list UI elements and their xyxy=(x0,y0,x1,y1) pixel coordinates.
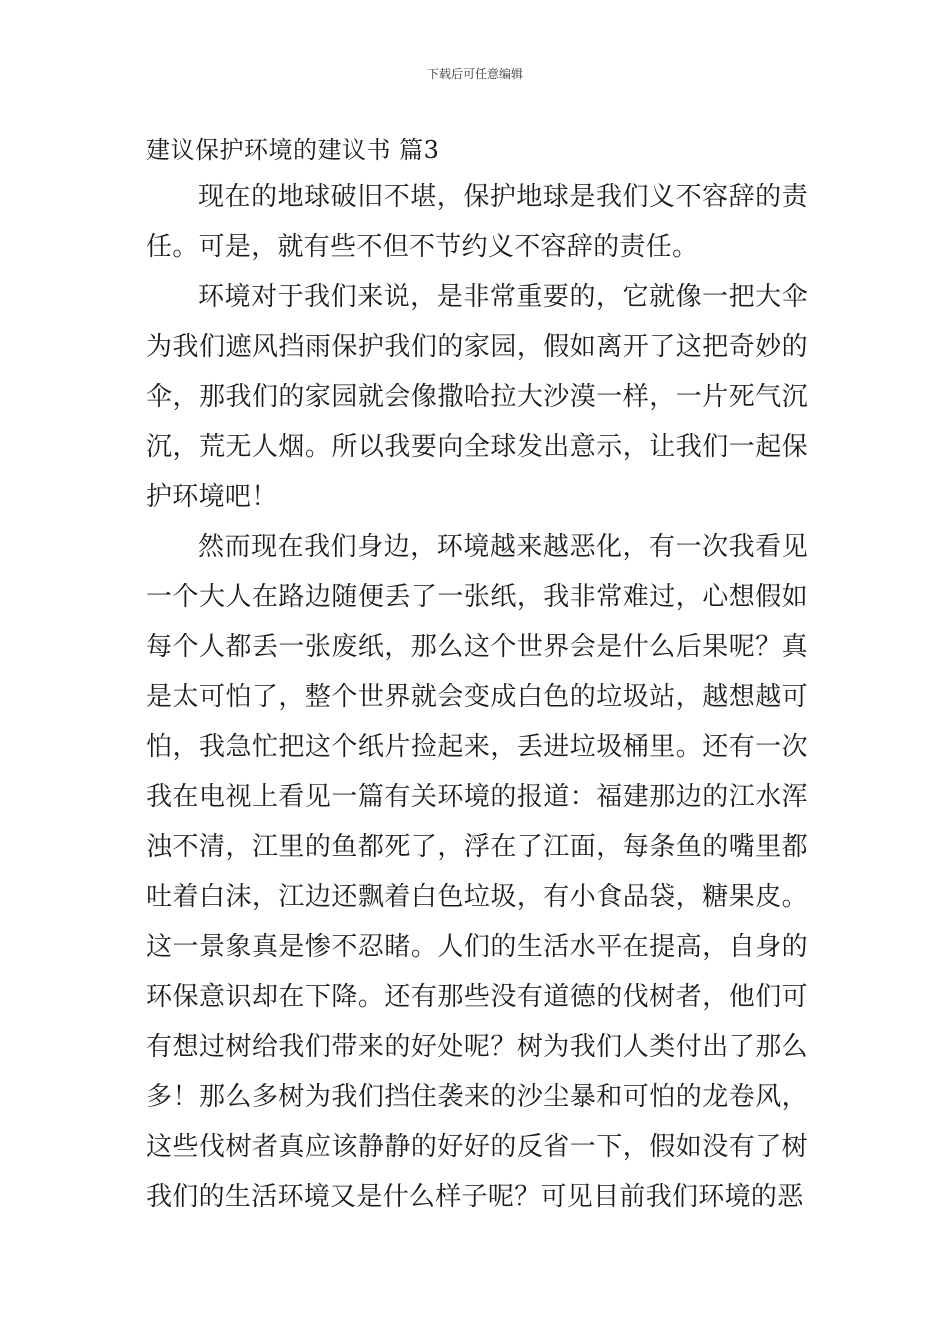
paragraph-1: 现在的地球破旧不堪，保护地球是我们义不容辞的责任。可是，就有些不但不节约义不容辞的责任。 xyxy=(146,182,808,262)
paragraph-2: 环境对于我们来说，是非常重要的，它就像一把大伞为我们遮风挡雨保护我们的家园，假如离开了这把奇妙的伞，那我们的家园就会像撒哈拉大沙漠一样，一片死气沉沉，荒无人烟。所以我要向全球发出意示，让我们一起保护环境吧！ xyxy=(146,282,808,512)
paragraph-3: 然而现在我们身边，环境越来越恶化，有一次我看见一个大人在路边随便丢了一张纸，我非常难过，心想假如每个人都丢一张废纸，那么这个世界会是什么后果呢？真是太可怕了，整个世界就会变成白色的垃圾站，越想越可怕，我急忙把这个纸片捡起来，丢进垃圾桶里。还有一次我在电视上看见一篇有关环境的报道：福建那边的江水浑浊不清，江里的鱼都死了，浮在了江面，每条鱼的嘴里都吐着白沫，江边还飘着白色垃圾，有小食品袋，糖果皮。这一景象真是惨不忍睹。人们的生活水平在提高，自身的环保意识却在下降。还有那些没有道德的伐树者，他们可有想过树给我们带来的好处呢？树为我们人类付出了那么多！那么多树为我们挡住袭来的沙尘暴和可怕的龙卷风，这些伐树者真应该静静的好好的反省一下，假如没有了树我们的生活环境又是什么样子呢？可见目前我们环境的恶 xyxy=(146,532,808,1212)
page-header: 下载后可任意编辑 xyxy=(426,67,523,81)
document-title: 建议保护环境的建议书 篇3 xyxy=(146,136,440,164)
document-body xyxy=(146,128,808,1222)
